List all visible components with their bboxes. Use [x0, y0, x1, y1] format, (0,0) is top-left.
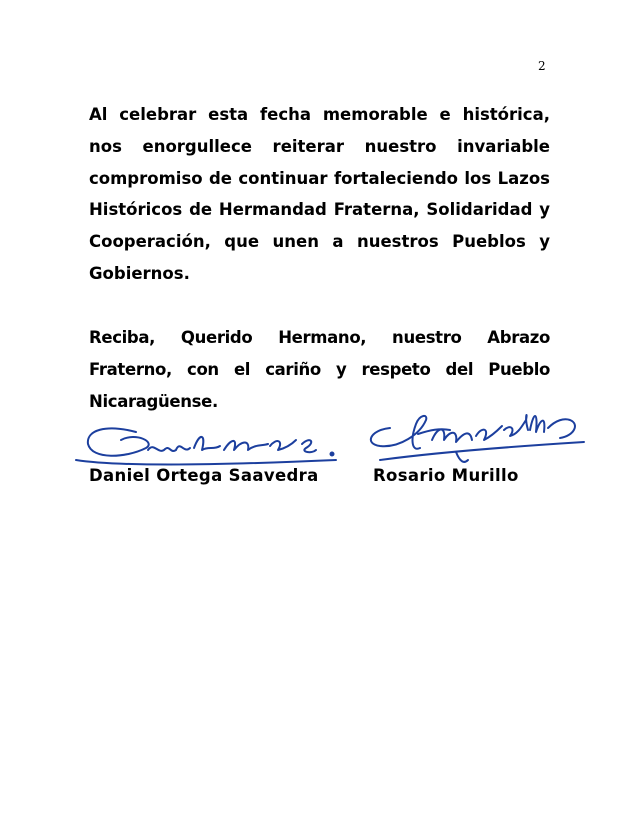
page-number: 2: [538, 59, 546, 73]
signature-block: [0, 390, 638, 500]
signature-rosario-murillo: [360, 390, 590, 472]
signature-daniel-ortega: [66, 410, 356, 470]
body-paragraph-2: Reciba, Querido Hermano, nuestro Abrazo Fraterno, con el cariño y respeto del Pueblo Nicaragüense.: [89, 328, 550, 411]
signatory-name-daniel-ortega: Daniel Ortega Saavedra: [89, 466, 319, 485]
body-paragraph-1: Al celebrar esta fecha memorable e histórica, nos enorgullece reiterar nuestro invariable compromiso de continuar fortaleciendo los Lazos Históricos de Hermandad Fraterna, Solidaridad y Cooperación, que unen a nuestros Pueblos y Gobiernos.: [89, 105, 550, 283]
signatory-name-rosario-murillo: Rosario Murillo: [373, 466, 519, 485]
